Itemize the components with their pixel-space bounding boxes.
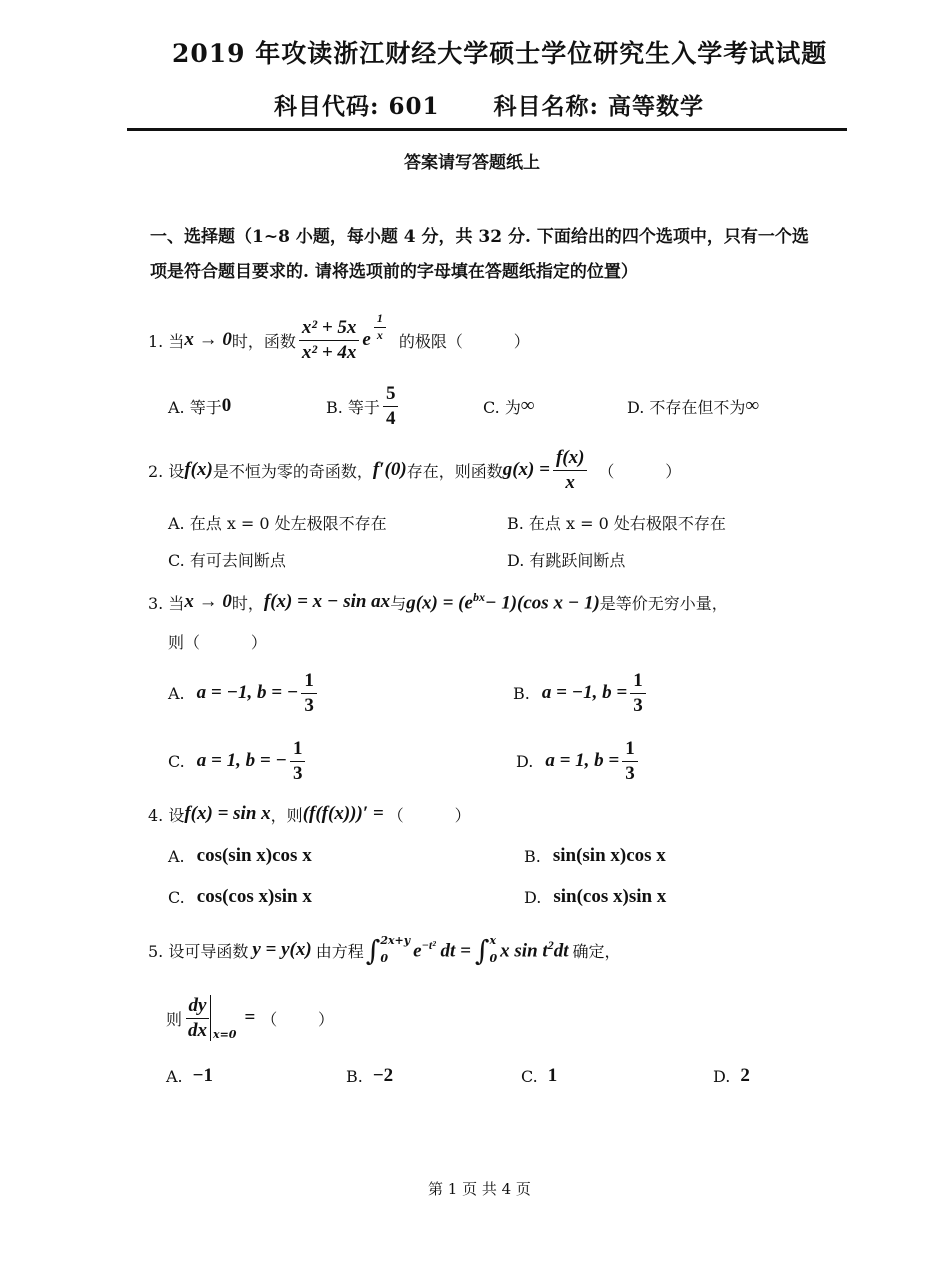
q4-text-a: 4. 设: [148, 805, 185, 825]
q5-derivative: [185, 995, 210, 1042]
q4-f: f(x) = sin x: [184, 803, 271, 824]
q4-opt-b-label: B.: [524, 846, 541, 866]
q1-opt-b-label: B. 等于: [326, 397, 380, 417]
q5-int2-upper: x: [489, 934, 497, 948]
q2-gx: g(x) =: [502, 459, 550, 480]
q1-condition: x → 0: [184, 329, 232, 350]
q3-f: f(x) = x − sin ax: [263, 591, 391, 612]
q2-text-b: 是不恒为零的奇函数，: [212, 461, 373, 481]
q5-opt-b-value: −2: [372, 1065, 394, 1086]
q2-paren: （ ）: [598, 461, 682, 481]
q1-option-c: [483, 383, 534, 429]
page-footer: 第 1 页 共 4 页: [428, 1180, 531, 1198]
section-1-line-2: 项是符合题目要求的. 请将选项前的字母填在答题纸指定的位置）: [150, 262, 638, 282]
q1-opt-c-label: C. 为: [483, 397, 521, 417]
q1-option-b: [326, 383, 401, 429]
q3-opt-c-label: C.: [168, 751, 185, 771]
q1-text-b: 时，函数: [231, 331, 296, 351]
q5-then: 则: [166, 1009, 183, 1029]
q4-option-a: [168, 843, 312, 869]
q1-opt-a-value: 0: [221, 395, 232, 416]
exam-title: 2019 年攻读浙江财经大学硕士学位研究生入学考试试题: [172, 39, 828, 68]
q5-d-num: dy: [186, 995, 210, 1019]
q1-text-a: 1. 当: [148, 331, 185, 351]
q2-text-a: 2. 设: [148, 461, 185, 481]
q5-option-a: [166, 1063, 213, 1089]
question-5: [148, 928, 620, 972]
q5-int1-body: $e^{-t^2}$ dt =: [413, 937, 471, 962]
q4-text-b: ，则: [270, 805, 303, 825]
q1-opt-a-label: A. 等于: [168, 397, 222, 417]
q3-opt-b-fraction: [630, 670, 646, 717]
q4-option-d: [524, 884, 666, 910]
q2-option-c: C. 有可去间断点: [168, 551, 286, 570]
q4-expr: (f(f(x)))′ =: [302, 803, 384, 824]
q5-int1-upper: 2x+y: [380, 934, 411, 948]
q2-numerator: f(x): [553, 447, 587, 471]
q4-opt-a-label: A.: [168, 846, 185, 866]
q3-opt-c-expr: a = 1, b = −: [196, 750, 287, 771]
q2-fprime: f′(0): [372, 459, 407, 480]
q4-opt-b-expr: sin(sin x)cos x: [552, 845, 666, 866]
q3-line-2: 则（ ）: [168, 633, 267, 652]
frac-num: 1: [630, 670, 646, 694]
q5-int2-lower: 0: [489, 952, 498, 965]
q5-option-c: [521, 1063, 557, 1089]
q3-option-b: [513, 670, 649, 716]
q1-opt-b-fraction: [383, 383, 399, 430]
q3-option-d: [516, 738, 641, 784]
q5-text-c: 确定，: [572, 941, 621, 961]
q3-g-exp: bx: [472, 589, 485, 604]
q3-opt-b-expr: a = −1, b =: [541, 682, 628, 703]
q3-opt-c-fraction: [290, 738, 306, 785]
q5-opt-d-label: D.: [713, 1066, 731, 1086]
subject-line: 科目代码: 601 科目名称: 高等数学: [274, 93, 705, 120]
q3-opt-a-expr: a = −1, b = −: [196, 682, 299, 703]
q2-option-d: D. 有跳跃间断点: [507, 551, 626, 570]
q3-opt-d-label: D.: [516, 751, 534, 771]
q5-int1-limits: [380, 932, 410, 967]
q1-opt-c-value: ∞: [520, 395, 535, 416]
q4-option-c: [168, 884, 312, 910]
q3-text-b: 时，: [231, 593, 264, 613]
q1-option-a: [168, 383, 231, 429]
q5-opt-a-value: −1: [192, 1065, 213, 1086]
question-3: [148, 588, 728, 616]
q5-derivative-line: [166, 990, 334, 1046]
q2-text-c: 存在，则函数: [406, 461, 503, 481]
q3-opt-a-label: A.: [168, 683, 185, 703]
q3-g: $g(x) = (e^{bx}- 1)(\cos$ x − 1): [406, 589, 600, 614]
q3-opt-b-label: B.: [513, 683, 530, 703]
q5-y: y = y(x): [252, 939, 312, 960]
q5-integral-1: ∫: [365, 933, 381, 967]
frac-den: 3: [292, 762, 303, 784]
q4-opt-a-expr: cos(sin x)cos x: [196, 845, 312, 866]
q5-option-d: [713, 1063, 750, 1089]
q4-opt-c-label: C.: [168, 887, 185, 907]
header-rule: [127, 128, 847, 131]
question-1: [148, 310, 530, 370]
q5-eval-bar: [210, 995, 236, 1041]
frac-num: 1: [622, 738, 638, 762]
q2-fraction: [553, 447, 587, 494]
q2-fx: f(x): [184, 459, 213, 480]
q4-paren: （ ）: [387, 805, 471, 825]
q1-opt-d-value: ∞: [745, 395, 759, 416]
q1-fraction: [299, 317, 360, 364]
q5-int1-lower: 0: [380, 952, 388, 965]
q4-opt-d-label: D.: [524, 887, 542, 907]
q4-opt-c-expr: cos(cos x)sin x: [196, 886, 312, 907]
frac-den: 3: [633, 694, 643, 716]
q5-paren: （ ）: [261, 1009, 334, 1029]
q3-option-a: [168, 670, 320, 716]
q5-opt-c-label: C.: [521, 1066, 538, 1086]
q5-opt-a-label: A.: [166, 1066, 183, 1086]
question-2: [148, 443, 681, 497]
q1-exp-base: e: [362, 329, 371, 350]
q1-option-d: [627, 383, 759, 429]
frac-num: 1: [290, 738, 306, 762]
q1-exp-den: x: [376, 327, 383, 342]
q1-denominator: x² + 4x: [301, 341, 357, 363]
q5-d-den: dx: [188, 1019, 208, 1041]
q2-option-a: A. 在点 x = 0 处左极限不存在: [168, 514, 387, 533]
q5-text-b: 由方程: [315, 941, 364, 961]
q3-opt-d-expr: a = 1, b =: [545, 750, 620, 771]
q5-eval-point: x=0: [213, 1028, 237, 1041]
q1-opt-b-den: 4: [385, 407, 396, 429]
frac-num: 1: [301, 670, 317, 694]
q1-opt-b-num: 5: [383, 383, 399, 407]
section-1-line-1: 一、选择题（1~8 小题，每小题 4 分，共 32 分. 下面给出的四个选项中，只有一个选: [150, 227, 809, 247]
q3-condition: x → 0: [184, 591, 232, 612]
q1-numerator: x² + 5x: [299, 317, 360, 341]
q5-opt-c-value: 1: [547, 1065, 558, 1086]
q4-opt-d-expr: sin(cos x)sin x: [553, 886, 667, 907]
q5-option-b: [346, 1063, 393, 1089]
q3-option-c: [168, 738, 308, 784]
q3-text-d: 是等价无穷小量，: [599, 593, 728, 613]
frac-den: 3: [304, 694, 314, 716]
q5-opt-b-label: B.: [346, 1066, 363, 1086]
q1-text-c: 的极限（ ）: [398, 331, 530, 351]
q4-option-b: [524, 843, 666, 869]
q5-integral-2: ∫: [474, 933, 490, 967]
q1-exp-num: 1: [374, 312, 386, 328]
q3-opt-a-fraction: [301, 670, 317, 717]
q2-denominator: x: [565, 471, 575, 493]
q5-eq: =: [244, 1007, 256, 1028]
q2-option-b: B. 在点 x = 0 处右极限不存在: [507, 514, 726, 533]
q5-text-a: 5. 设可导函数: [148, 941, 249, 961]
q5-opt-d-value: 2: [740, 1065, 750, 1086]
answer-note: 答案请写答题纸上: [404, 153, 540, 173]
q5-int2-limits: [490, 932, 498, 967]
q1-opt-d-label: D. 不存在但不为: [627, 397, 746, 417]
q3-text-a: 3. 当: [148, 593, 185, 613]
q1-exponent: [374, 312, 386, 343]
q5-int2-body: x $\sin t^2dt$: [500, 937, 569, 962]
frac-den: 3: [625, 762, 635, 784]
q3-text-c: 与: [390, 593, 407, 613]
question-4: [148, 800, 471, 828]
q3-opt-d-fraction: [622, 738, 638, 785]
